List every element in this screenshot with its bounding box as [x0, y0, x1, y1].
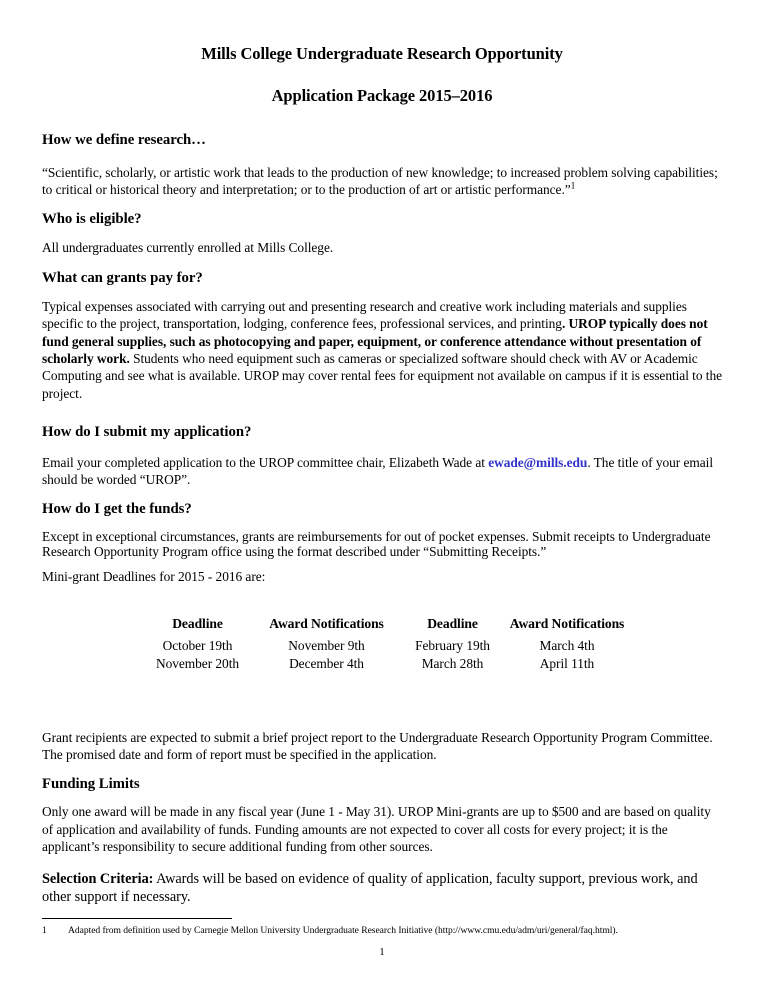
- grants-text-bold: . UROP typically does not fund general supplies, such as photocopying and paper, equipment, or conference attendance without presentation of scholarly work.: [42, 316, 708, 367]
- cell-deadline-2: February 19th: [415, 637, 490, 653]
- cell-deadline-1: October 19th: [162, 637, 233, 653]
- page-number: 1: [379, 946, 385, 958]
- heading-how-we-define-research: How we define research…: [42, 132, 206, 149]
- heading-funding-limits: Funding Limits: [42, 775, 140, 792]
- cell-deadline-1: November 20th: [155, 655, 240, 671]
- paragraph-eligibility: All undergraduates currently enrolled at Mills College.: [42, 239, 334, 255]
- paragraph-selection-criteria: [42, 870, 722, 908]
- document-title: Mills College Undergraduate Research Opportunity: [201, 44, 563, 63]
- page-footer: [42, 918, 722, 958]
- deadlines-table: [139, 616, 626, 673]
- cell-award-notification-2: April 11th: [539, 655, 595, 671]
- paragraph-submit-application: [42, 454, 722, 489]
- cell-deadline-2: March 28th: [421, 655, 484, 671]
- cell-award-notification-1: November 9th: [288, 637, 365, 653]
- table-row: [139, 637, 626, 655]
- footnote-text: Adapted from definition used by Carnegie Mellon University Undergraduate Research Initiative (http://www.cmu.edu/adm/uri/general/faq.html).: [68, 925, 618, 937]
- research-definition-quote: “Scientific, scholarly, or artistic work that leads to the production of new knowledge; to increased problem solving capabilities; to critical or historical theory and interpretation; or to the production of art or artistic performance.”: [42, 165, 718, 198]
- submit-text-part1: Email your completed application to the UROP committee chair, Elizabeth Wade at: [42, 455, 489, 471]
- column-header-award-notifications-2: Award Notifications: [509, 615, 625, 631]
- table-row: [139, 655, 626, 673]
- grants-text-part1: Typical expenses associated with carrying out and presenting research and creative work including materials and supplies specific to the project, transportation, lodging, conference fees, professional services, and printing: [42, 298, 687, 332]
- footnote-number: 1: [42, 925, 47, 937]
- footnote-separator-rule: [42, 918, 232, 919]
- heading-who-is-eligible: Who is eligible?: [42, 210, 142, 227]
- column-header-award-notifications-1: Award Notifications: [269, 615, 384, 631]
- paragraph-minigrant-deadlines-intro: Mini-grant Deadlines for 2015 - 2016 are:: [42, 569, 266, 585]
- cell-award-notification-1: December 4th: [289, 655, 364, 671]
- heading-how-do-i-get-funds: How do I get the funds?: [42, 500, 192, 517]
- footnote-entry: [42, 925, 722, 937]
- paragraph-grants-pay-for: [42, 298, 722, 403]
- submit-text-part2: . The title of your email should be worded “UROP”.: [42, 455, 713, 488]
- email-link-ewade[interactable]: ewade@mills.edu: [488, 455, 588, 471]
- paragraph-report-requirement: Grant recipients are expected to submit a brief project report to the Undergraduate Research Opportunity Program Committee. The promised date and form of report must be specified in the application.: [42, 729, 713, 763]
- selection-criteria-label: Selection Criteria:: [42, 870, 154, 887]
- paragraph-funding-limits: Only one award will be made in any fiscal year (June 1 - May 31). UROP Mini-grants are up to $500 and are based on quality of application and availability of funds. Funding amounts are not expected to cover all costs for every project; it is the applicant’s responsibility to secure additional funding from other sources.: [42, 804, 711, 855]
- paragraph-get-funds: Except in exceptional circumstances, grants are reimbursements for out of pocket expenses. Submit receipts to Undergraduate Research Opportunity Program office using the format described under “Submitting Receipts.”: [42, 528, 711, 560]
- grants-text-part3: Students who need equipment such as cameras or specialized software should check with AV or Academic Computing and see what is available. UROP may cover rental fees for equipment not available on campus if it is essential to the project.: [42, 351, 722, 401]
- table-header-row: [139, 616, 626, 637]
- cell-award-notification-2: March 4th: [539, 637, 595, 653]
- column-header-deadline-1: Deadline: [172, 615, 223, 631]
- selection-criteria-text: Awards will be based on evidence of quality of application, faculty support, previous work, and other support if necessary.: [42, 870, 698, 906]
- paragraph-research-definition: [42, 164, 722, 199]
- heading-how-do-i-submit: How do I submit my application?: [42, 424, 252, 441]
- document-subtitle: Application Package 2015–2016: [271, 85, 493, 105]
- column-header-deadline-2: Deadline: [427, 615, 478, 631]
- footnote-reference-marker: 1: [570, 181, 576, 192]
- heading-what-can-grants-pay-for: What can grants pay for?: [42, 270, 203, 287]
